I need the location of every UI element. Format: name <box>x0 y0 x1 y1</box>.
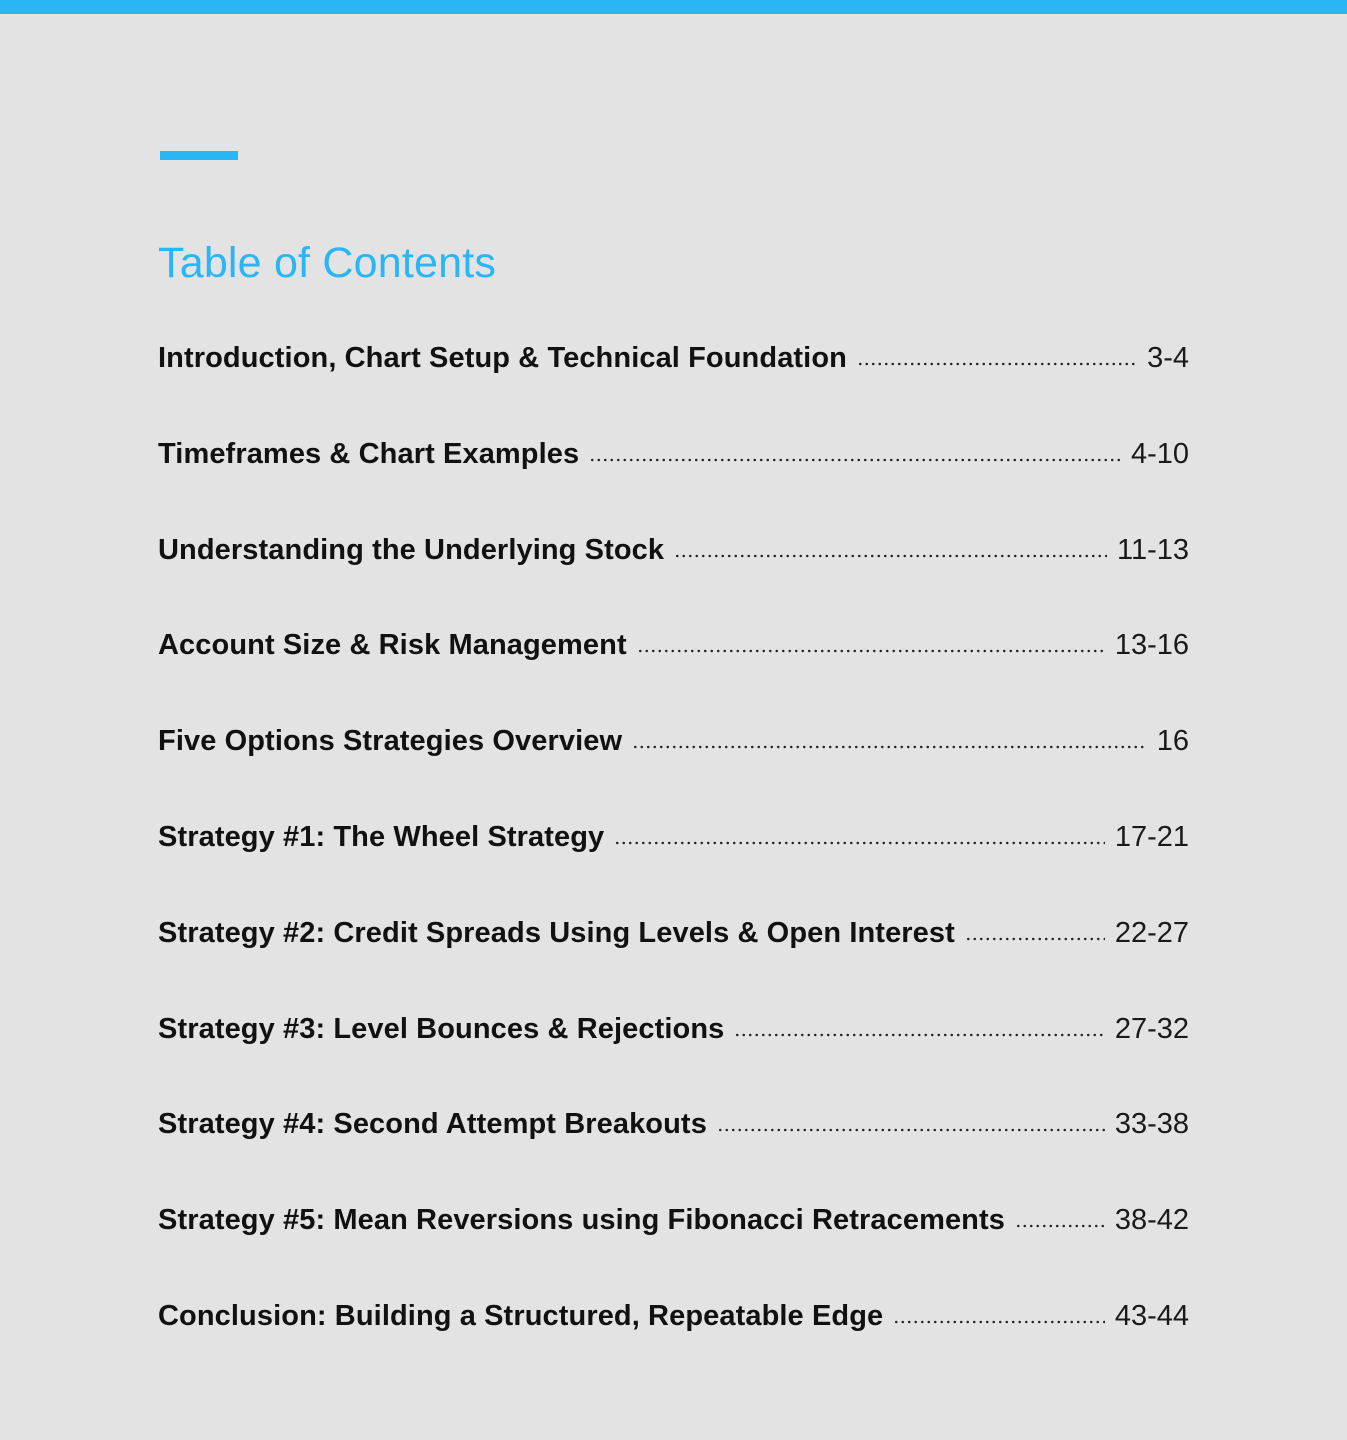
toc-entry-pages: 16 <box>1156 725 1189 758</box>
top-accent-bar <box>0 0 1347 14</box>
dot-leader <box>734 1009 1104 1038</box>
toc-entry-label: Five Options Strategies Overview <box>158 725 623 758</box>
toc-entry-pages: 43-44 <box>1114 1299 1189 1332</box>
toc-entry[interactable] <box>158 1196 1189 1292</box>
page-title: Table of Contents <box>158 239 497 287</box>
toc-entry[interactable] <box>158 813 1189 909</box>
toc-entry[interactable] <box>158 1100 1189 1196</box>
toc-entry[interactable] <box>158 909 1189 1005</box>
toc-entry-label: Strategy #1: The Wheel Strategy <box>158 820 605 853</box>
toc-entry-pages: 33-38 <box>1114 1108 1189 1141</box>
toc-entry-label: Account Size & Risk Management <box>158 629 627 662</box>
dot-leader <box>893 1296 1105 1325</box>
toc-list <box>158 334 1189 1388</box>
toc-entry-label: Conclusion: Building a Structured, Repeatable Edge <box>158 1299 884 1332</box>
toc-entry-pages: 3-4 <box>1147 342 1189 374</box>
accent-dash <box>160 151 238 160</box>
toc-entry[interactable] <box>158 1292 1189 1388</box>
dot-leader <box>637 625 1105 654</box>
toc-entry-pages: 17-21 <box>1114 820 1189 853</box>
dot-leader <box>674 530 1107 559</box>
toc-entry-label: Strategy #4: Second Attempt Breakouts <box>158 1108 707 1141</box>
toc-entry-label: Strategy #5: Mean Reversions using Fibonacci Retracements <box>158 1204 1005 1237</box>
dot-leader <box>717 1104 1105 1133</box>
toc-entry[interactable] <box>158 621 1189 717</box>
toc-entry-pages: 27-32 <box>1114 1012 1189 1045</box>
toc-entry[interactable] <box>158 526 1189 622</box>
toc-entry-label: Strategy #2: Credit Spreads Using Levels & Open Interest <box>158 916 955 949</box>
toc-entry-label: Introduction, Chart Setup & Technical Foundation <box>158 342 847 374</box>
toc-entry[interactable] <box>158 717 1189 813</box>
dot-leader <box>857 338 1137 367</box>
toc-entry-label: Timeframes & Chart Examples <box>158 437 580 470</box>
toc-entry-label: Understanding the Underlying Stock <box>158 533 665 566</box>
toc-entry-pages: 4-10 <box>1130 437 1189 470</box>
dot-leader <box>965 913 1105 942</box>
toc-entry[interactable] <box>158 1005 1189 1101</box>
toc-entry-pages: 22-27 <box>1114 916 1189 949</box>
toc-entry-label: Strategy #3: Level Bounces & Rejections <box>158 1012 725 1045</box>
toc-entry[interactable] <box>158 430 1189 526</box>
toc-entry-pages: 11-13 <box>1116 533 1189 566</box>
toc-entry-pages: 38-42 <box>1114 1204 1189 1237</box>
dot-leader <box>589 434 1121 463</box>
dot-leader <box>614 817 1105 846</box>
toc-entry-pages: 13-16 <box>1114 629 1189 662</box>
dot-leader <box>1015 1200 1105 1229</box>
toc-entry[interactable] <box>158 334 1189 430</box>
dot-leader <box>632 721 1147 750</box>
